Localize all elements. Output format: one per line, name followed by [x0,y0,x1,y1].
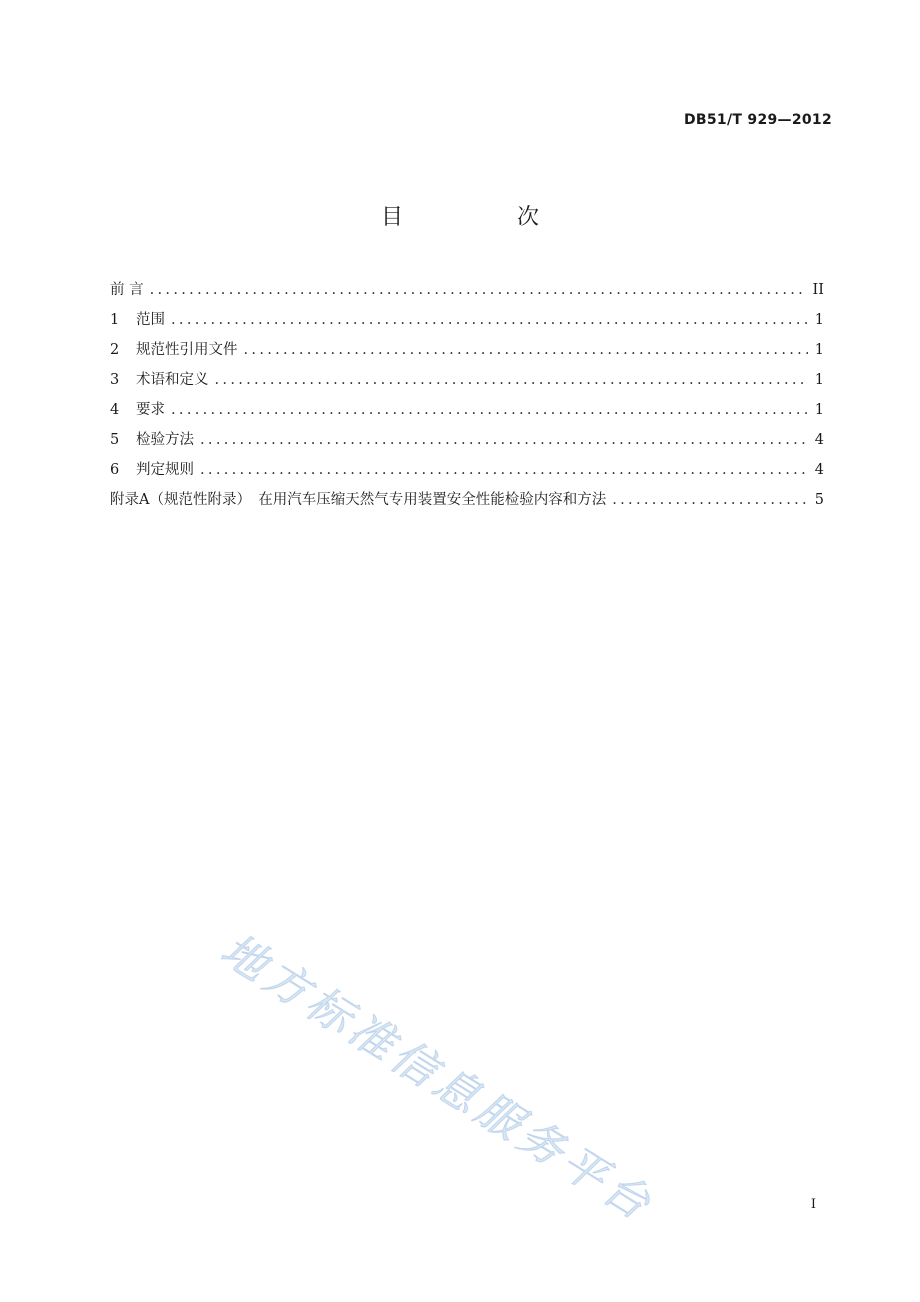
toc-entry-label: 附录A（规范性附录） 在用汽车压缩天然气专用装置安全性能检验内容和方法 [110,492,607,508]
toc-entry-number: 1 [110,312,120,328]
toc-entry-page: 1 [814,312,824,328]
toc-entry-label: 检验方法 [136,432,194,448]
toc-entry-test-methods[interactable] [110,428,824,458]
toc-entry-page: II [812,282,824,298]
toc-entry-judgment-rules[interactable] [110,458,824,488]
dot-leader [200,462,808,478]
toc-entry-number: 2 [110,342,120,358]
page-number: I [810,1197,816,1212]
dot-leader [215,372,809,388]
toc-entry-number: 4 [110,402,120,418]
toc-entry-label: 范围 [136,312,165,328]
toc-entry-requirements[interactable] [110,398,824,428]
toc-entry-page: 5 [814,492,824,508]
toc-entry-page: 1 [814,402,824,418]
watermark: 地方标准信息服务平台 [212,924,664,1233]
toc-entry-number: 5 [110,432,120,448]
toc-entry-preface[interactable] [110,278,824,308]
toc-entry-page: 4 [814,432,824,448]
dot-leader [200,432,808,448]
toc-entry-scope[interactable] [110,308,824,338]
toc-entry-label: 要求 [136,402,165,418]
toc-entry-label: 术语和定义 [136,372,209,388]
toc-entry-number: 3 [110,372,120,388]
toc-entry-terms-definitions[interactable] [110,368,824,398]
page-title: 目 次 [380,205,585,230]
toc-entry-label: 前 言 [110,282,144,298]
toc-entry-page: 1 [814,372,824,388]
toc-entry-normative-references[interactable] [110,338,824,368]
toc-entry-page: 4 [814,462,824,478]
toc-entry-label: 规范性引用文件 [136,342,238,358]
toc-entry-appendix-a[interactable] [110,488,824,518]
toc-entry-number: 6 [110,462,120,478]
dot-leader [171,402,808,418]
toc-entry-page: 1 [814,342,824,358]
dot-leader [244,342,809,358]
dot-leader [612,492,808,508]
toc-entry-label: 判定规则 [136,462,194,478]
dot-leader [150,282,807,298]
dot-leader [171,312,808,328]
table-of-contents [110,278,824,518]
standard-code: DB51/T 929—2012 [684,112,832,128]
